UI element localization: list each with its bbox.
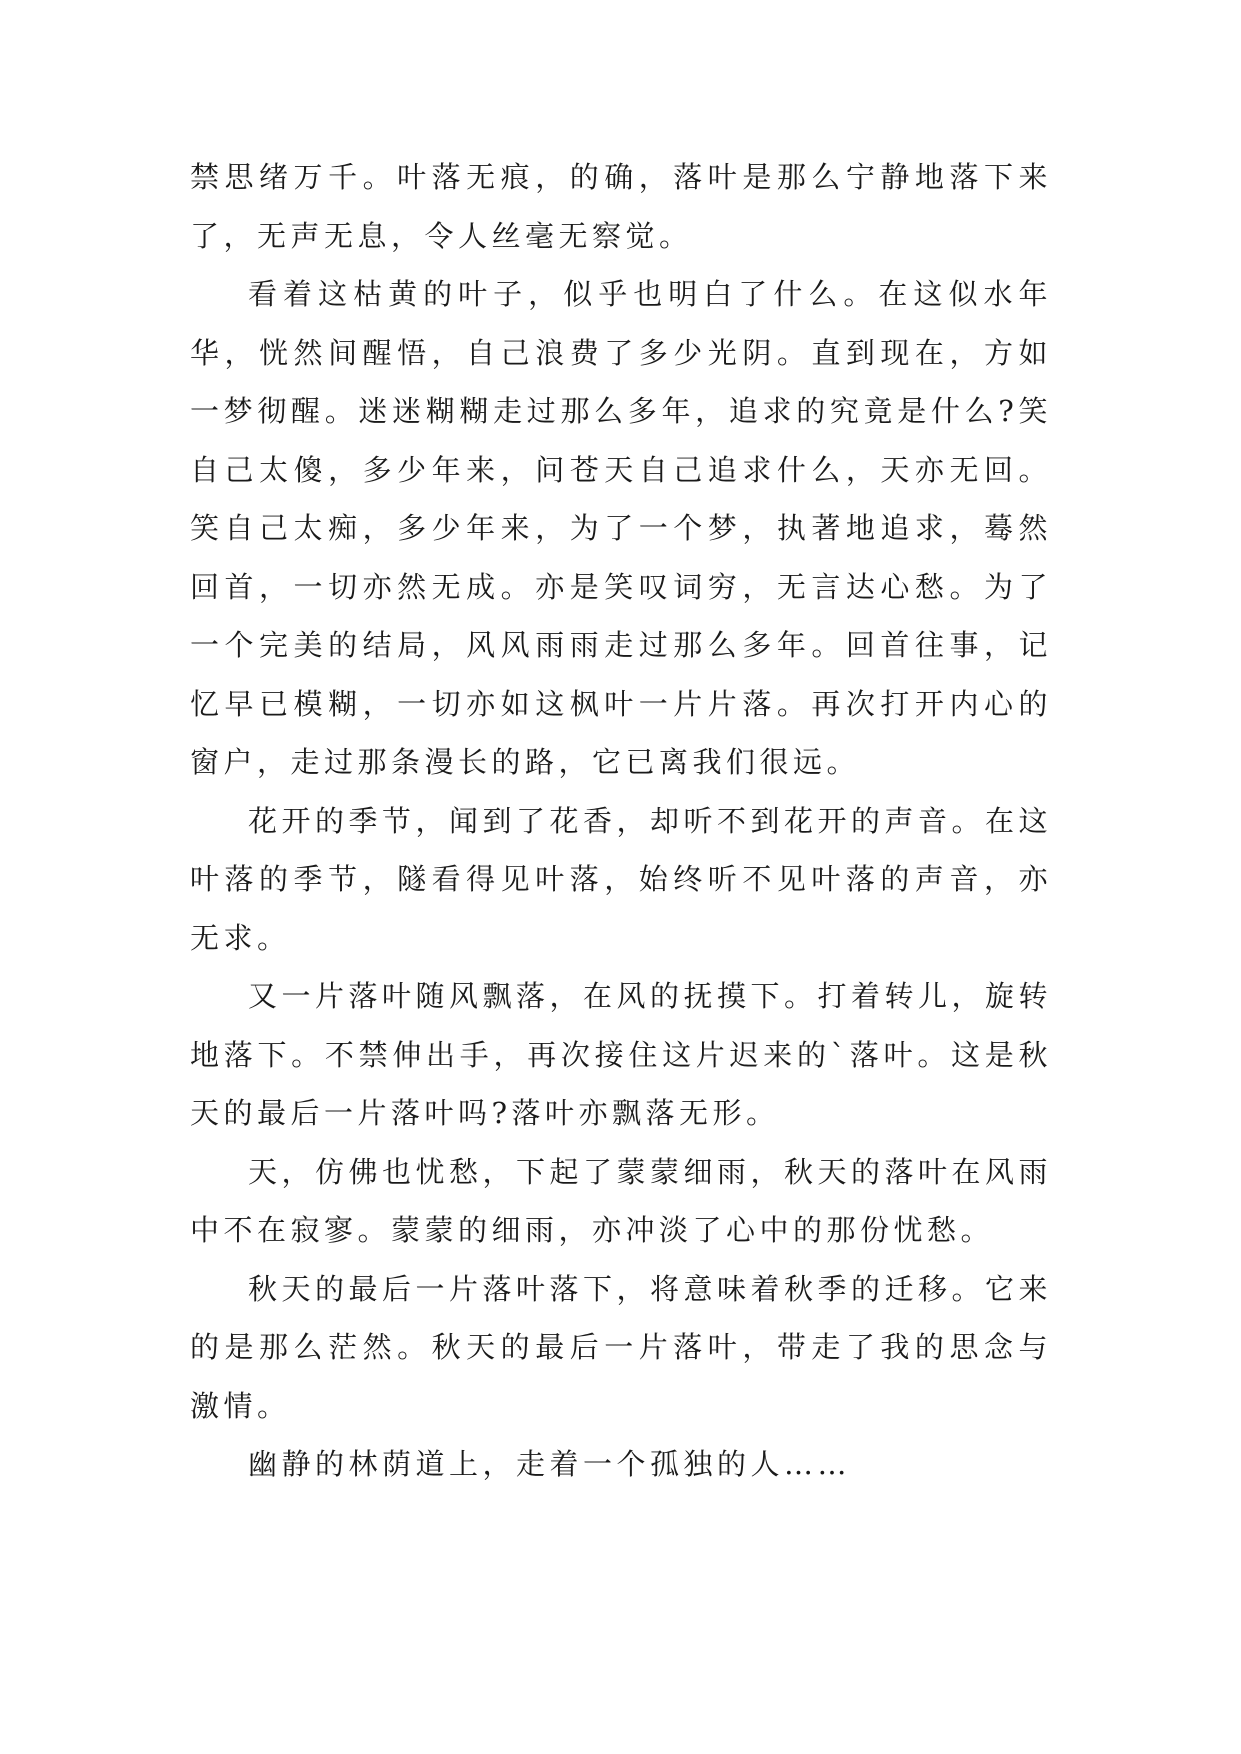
- paragraph-continued: 禁思绪万千。叶落无痕，的确，落叶是那么宁静地落下来了，无声无息，令人丝毫无察觉。: [190, 160, 1052, 253]
- paragraph: 秋天的最后一片落叶落下，将意味着秋季的迁移。它来的是那么茫然。秋天的最后一片落叶，带走了我的思念与激情。: [190, 1271, 1053, 1423]
- paragraph: 又一片落叶随风飘落，在风的抚摸下。打着转儿，旋转地落下。不禁伸出手，再次接住这片迟来的`落叶。这是秋天的最后一片落叶吗?落叶亦飘落无形。: [190, 979, 1053, 1130]
- paragraph: 天，仿佛也忧愁，下起了蒙蒙细雨，秋天的落叶在风雨中不在寂寥。蒙蒙的细雨，亦冲淡了心中的那份忧愁。: [190, 1154, 1053, 1247]
- paragraph: 看着这枯黄的叶子，似乎也明白了什么。在这似水年华，恍然间醒悟，自己浪费了多少光阴。直到现在，方如一梦彻醒。迷迷糊糊走过那么多年，追求的究竟是什么?笑自己太傻，多少年来，问苍天自己追求什么，天亦无回。笑自己太痴，多少年来，为了一个梦，执著地追求，蓦然回首，一切亦然无成。亦是笑叹词穷，无言达心愁。为了一个完美的结局，风风雨雨走过那么多年。回首往事，记忆早已模糊，一切亦如这枫叶一片片落。再次打开内心的窗户，走过那条漫长的路，它已离我们很远。: [190, 277, 1052, 779]
- document-page: [190, 148, 1052, 1494]
- paragraph: 花开的季节，闻到了花香，却听不到花开的声音。在这叶落的季节，隧看得见叶落，始终听不见叶落的声音，亦无求。: [190, 803, 1053, 955]
- paragraph-last: 幽静的林荫道上，走着一个孤独的人……: [248, 1447, 852, 1481]
